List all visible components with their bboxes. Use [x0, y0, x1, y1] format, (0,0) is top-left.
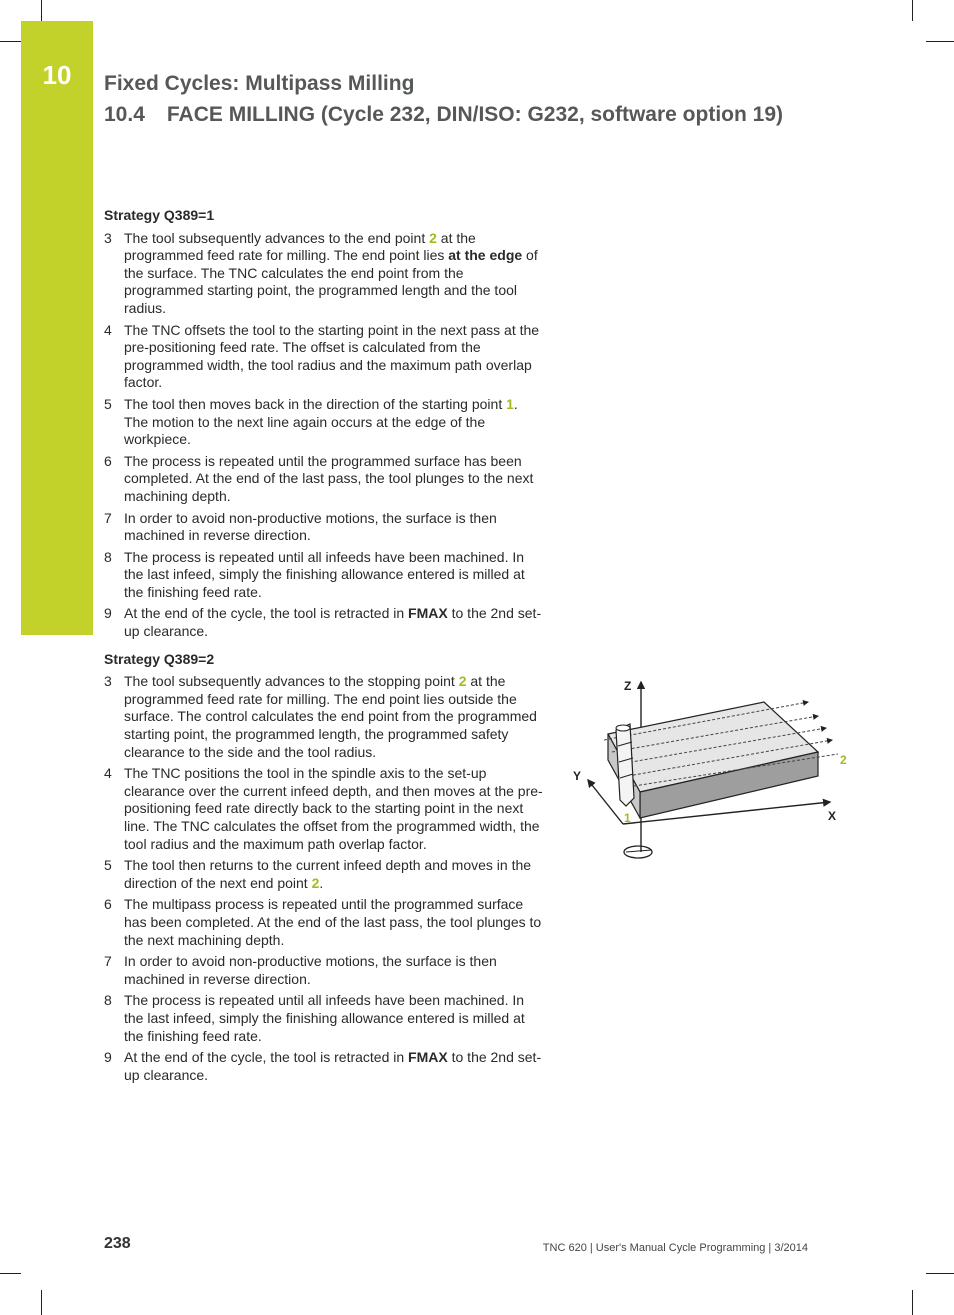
crop-mark	[0, 1273, 21, 1274]
list-item: 9 At the end of the cycle, the tool is retracted in FMAX to the 2nd set-up clearance.	[104, 1049, 542, 1083]
face-milling-illustration	[568, 672, 858, 872]
list-item: 9 At the end of the cycle, the tool is retracted in FMAX to the 2nd set-up clearance.	[104, 605, 542, 640]
list-item: 6 The multipass process is repeated until the programmed surface has been completed. At the end of the last pass, the tool plunges to the next machining depth.	[104, 896, 542, 948]
z-axis-label: Z	[624, 679, 632, 693]
main-content	[104, 205, 544, 1088]
list-item: 3 The tool subsequently advances to the stopping point 2 at the programmed feed rate for milling. The end point lies outside the surface. The control calculates the end point from the programmed starting point, the programmed length, the programmed safety clearance to the side and the tool radius.	[104, 673, 537, 760]
start-point-label: 1	[624, 811, 631, 825]
section-title: FACE MILLING (Cycle 232, DIN/ISO: G232, software option 19)	[166, 103, 784, 126]
chapter-number: 10	[42, 60, 72, 90]
crop-mark	[926, 1273, 954, 1274]
chapter-tab	[21, 21, 93, 635]
list-item: 4 The TNC offsets the tool to the starting point in the next pass at the pre-positioning feed rate. The offset is calculated from the programmed width, the tool radius and the maximum path overlap factor.	[104, 321, 540, 391]
crop-mark	[0, 41, 21, 42]
list-item: 8 The process is repeated until all infeeds have been machined. In the last infeed, simply the finishing allowance entered is milled at the finishing feed rate.	[104, 548, 525, 600]
crop-mark	[912, 1290, 913, 1315]
list-item: 7 In order to avoid non-productive motions, the surface is then machined in reverse direction.	[104, 509, 497, 544]
end-point-label: 2	[840, 753, 847, 767]
list-item: 4 The TNC positions the tool in the spindle axis to the set-up clearance over the current infeed depth, and then moves at the pre-positioning feed rate directly back to the starting point in the next line. The TNC calculates the offset from the programmed width, the tool radius and the maximum path overlap factor.	[104, 765, 543, 852]
crop-mark	[912, 0, 913, 21]
list-item: 5 The tool then returns to the current infeed depth and moves in the direction of the next end point 2.	[104, 857, 532, 891]
strategy-2-steps	[104, 673, 544, 1084]
list-item: 7 In order to avoid non-productive motions, the surface is then machined in reverse direction.	[104, 953, 497, 987]
strategy-2-heading: Strategy Q389=2	[104, 650, 215, 667]
list-item: 6 The process is repeated until the programmed surface has been completed. At the end of the last pass, the tool plunges to the next machining depth.	[104, 452, 534, 504]
page-footer: TNC 620 | User's Manual Cycle Programming | 3/2014	[542, 1242, 808, 1254]
list-item: 8 The process is repeated until all infeeds have been machined. In the last infeed, simply the finishing allowance entered is milled at the finishing feed rate.	[104, 992, 525, 1044]
strategy-1-steps	[104, 230, 544, 641]
chapter-title: Fixed Cycles: Multipass Milling	[104, 72, 415, 95]
y-axis-label: Y	[573, 769, 582, 783]
strategy-1-heading: Strategy Q389=1	[104, 207, 215, 223]
section-heading	[104, 103, 783, 127]
section-number: 10.4	[104, 103, 145, 126]
crop-mark	[41, 1290, 42, 1315]
x-axis-label: X	[828, 809, 837, 823]
crop-mark	[41, 0, 42, 21]
crop-mark	[926, 41, 954, 42]
list-item: 3 The tool subsequently advances to the end point 2 at the programmed feed rate for milling. The end point lies at the edge of the surface. The TNC calculates the end point from the programmed starting point, the programmed length and the tool radius.	[104, 229, 538, 316]
list-item: 5 The tool then moves back in the direction of the starting point 1. The motion to the next line again occurs at the edge of the workpiece.	[104, 395, 518, 448]
page-number: 238	[104, 1235, 131, 1252]
